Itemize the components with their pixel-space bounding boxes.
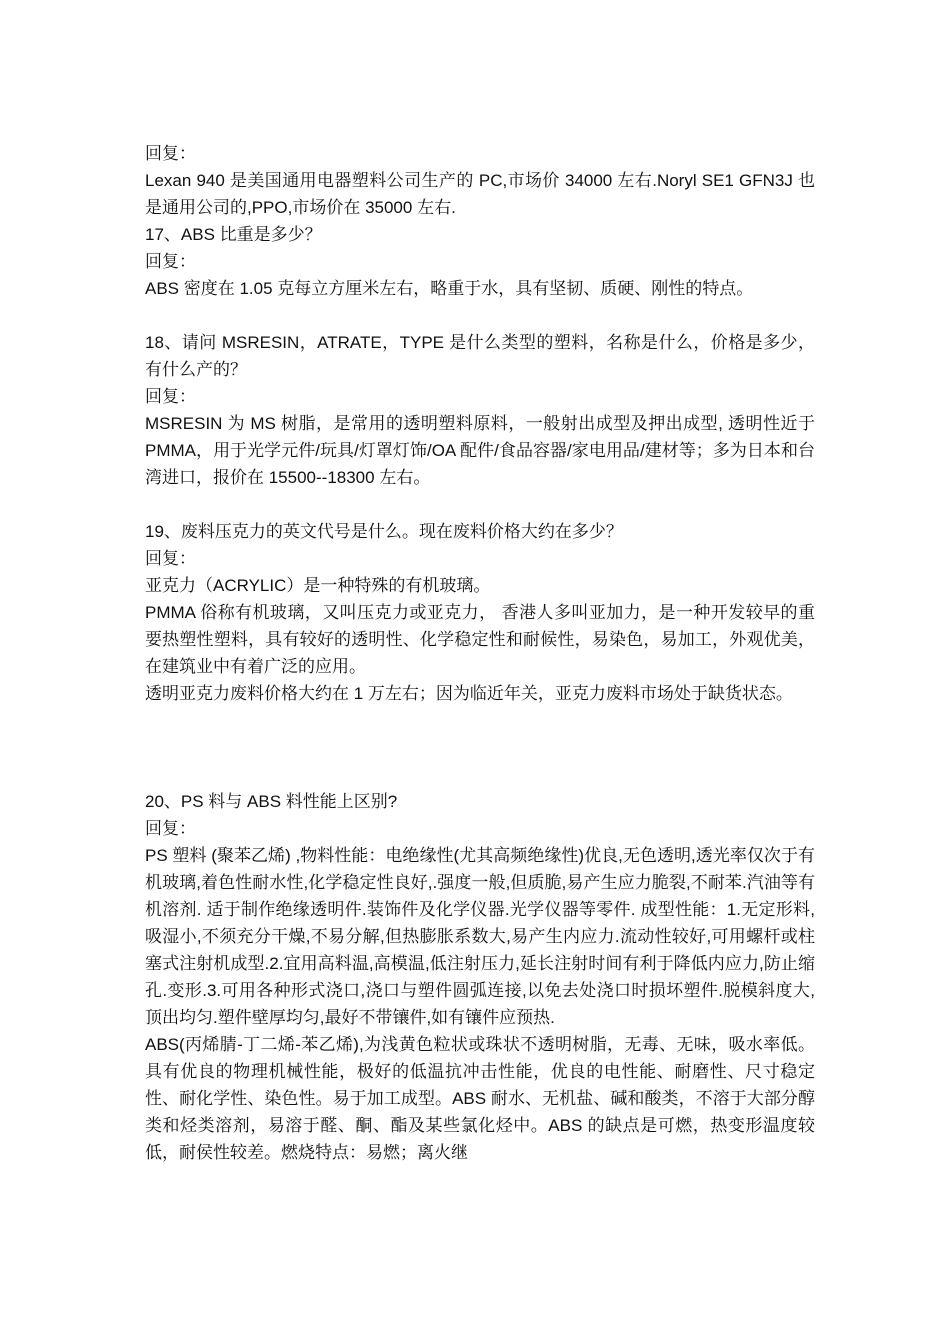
paragraph: ABS 密度在 1.05 克每立方厘米左右，略重于水，具有坚韧、质硬、刚性的特点。	[145, 279, 754, 298]
paragraph: 20、PS 料与 ABS 料性能上区别?	[145, 792, 398, 811]
blank-line	[145, 491, 815, 518]
paragraph: Lexan 940 是美国通用电器塑料公司生产的 PC,市场价 34000 左右.Noryl SE1 GFN3J 也是通用公司的,PPO,市场价在 35000 左右.	[145, 171, 815, 217]
document-page	[145, 140, 815, 1166]
paragraph: 亚克力（ACRYLIC）是一种特殊的有机玻璃。	[145, 576, 491, 595]
paragraph: 回复：	[145, 387, 196, 406]
paragraph: PS 塑料 (聚苯乙烯) ,物料性能：电绝缘性(尤其高频绝缘性)优良,无色透明,透光率仅次于有机玻璃,着色性耐水性,化学稳定性良好,.强度一般,但质脆,易产生应力脆裂,不耐苯.汽油等有机溶剂. 适于制作绝缘透明件.装饰件及化学仪器.光学仪器等零件. 成型性能：1.无定形料,吸湿小,不须充分干燥,不易分解,但热膨胀系数大,易产生内应力.流动性较好,可用螺杆或柱塞式注射机成型.2.宜用高料温,高模温,低注射压力,延长注射时间有利于降低内应力,防止缩孔.变形.3.可用各种形式浇口,浇口与塑件圆弧连接,以免去处浇口时损坏塑件.脱模斜度大,顶出均匀.塑件壁厚均匀,最好不带镶件,如有镶件应预热.	[145, 846, 815, 1027]
paragraph: 回复：	[145, 252, 196, 271]
paragraph: 回复：	[145, 819, 196, 838]
blank-line	[145, 302, 815, 329]
blank-line	[145, 707, 815, 788]
paragraph: 透明亚克力废料价格大约在 1 万左右；因为临近年关，亚克力废料市场处于缺货状态。	[145, 684, 793, 703]
paragraph: PMMA 俗称有机玻璃，又叫压克力或亚克力， 香港人多叫亚加力，是一种开发较早的重要热塑性塑料，具有较好的透明性、化学稳定性和耐候性，易染色，易加工，外观优美，在建筑业中有着广泛的应用。	[145, 603, 815, 676]
paragraph: 19、废料压克力的英文代号是什么。现在废料价格大约在多少？	[145, 522, 623, 541]
paragraph: 回复：	[145, 144, 196, 163]
paragraph: 17、ABS 比重是多少？	[145, 225, 322, 244]
paragraph: 18、请问 MSRESIN，ATRATE，TYPE 是什么类型的塑料，名称是什么，价格是多少，有什么产的？	[145, 333, 815, 379]
paragraph: 回复：	[145, 549, 196, 568]
paragraph: ABS(丙烯腈-丁二烯-苯乙烯),为浅黄色粒状或珠状不透明树脂，无毒、无味，吸水率低。具有优良的物理机械性能，极好的低温抗冲击性能，优良的电性能、耐磨性、尺寸稳定性、耐化学性、染色性。易于加工成型。ABS 耐水、无机盐、碱和酸类，不溶于大部分醇类和烃类溶剂，易溶于醛、酮、酯及某些氯化烃中。ABS 的缺点是可燃，热变形温度较低，耐侯性较差。燃烧特点：易燃；离火继	[145, 1035, 815, 1162]
paragraph: MSRESIN 为 MS 树脂，是常用的透明塑料原料，一般射出成型及押出成型, 透明性近于 PMMA，用于光学元件/玩具/灯罩灯饰/OA 配件/食品容器/家电用品/建材等；多为日本和台湾进口，报价在 15500--18300 左右。	[145, 414, 815, 487]
